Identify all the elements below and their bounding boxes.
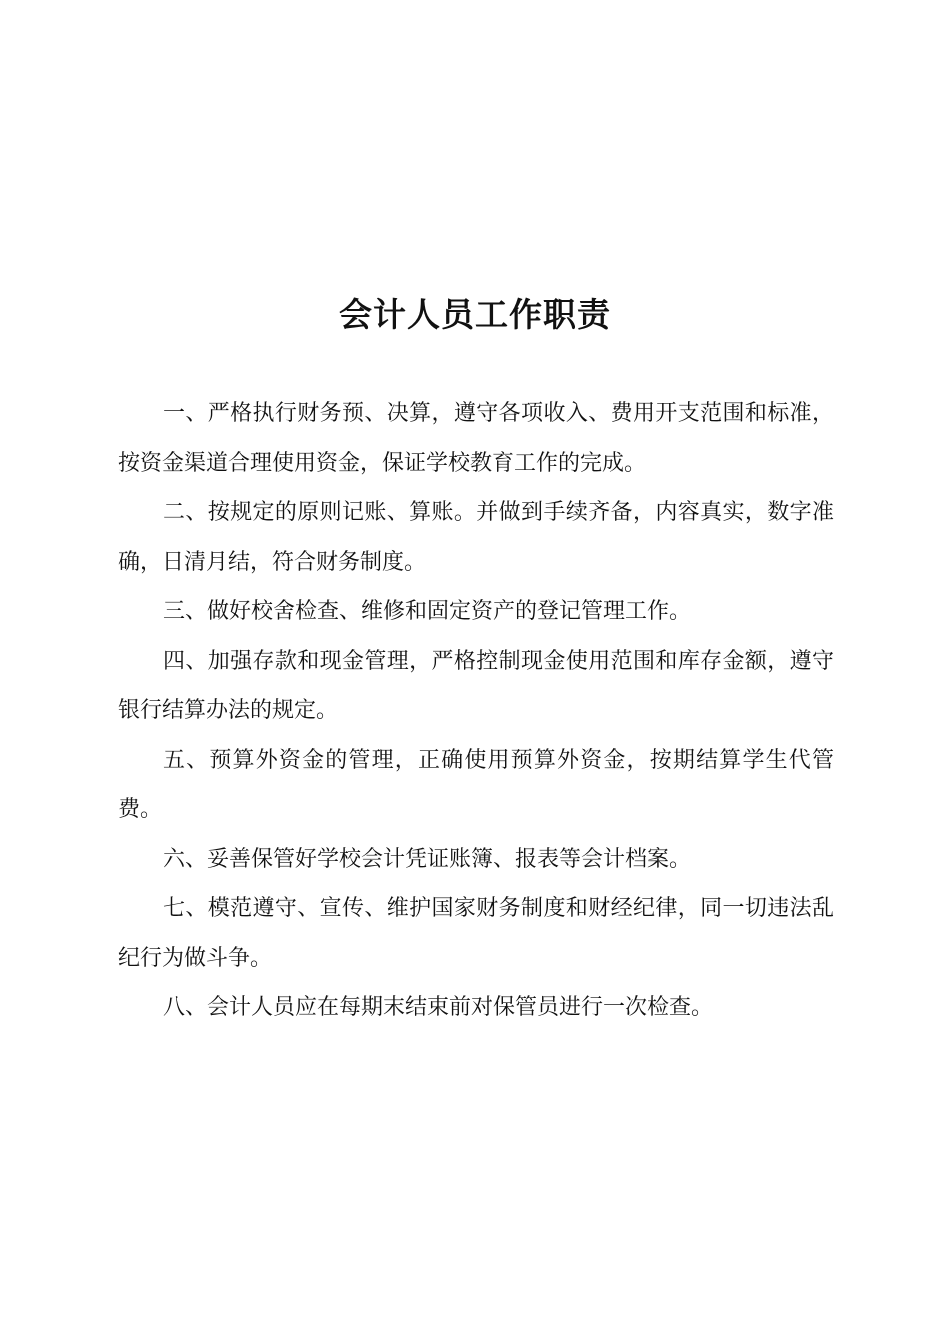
paragraph-3: 三、做好校舍检查、维修和固定资产的登记管理工作。 bbox=[163, 599, 692, 624]
document-title: 会计人员工作职责 bbox=[339, 295, 611, 334]
paragraph-6: 六、妥善保管好学校会计凭证账簿、报表等会计档案。 bbox=[163, 846, 692, 872]
paragraph-8: 八、会计人员应在每期末结束前对保管员进行一次检查。 bbox=[163, 995, 714, 1020]
paragraph-4: 四、加强存款和现金管理，严格控制现金使用范围和库存金额，遵守银行结算办法的规定。 bbox=[118, 648, 834, 723]
paragraph-2: 二、按规定的原则记账、算账。并做到手续齐备，内容真实，数字准确，日清月结，符合财务制度。 bbox=[118, 500, 834, 575]
document-body bbox=[118, 389, 834, 1033]
paragraph-7: 七、模范遵守、宣传、维护国家财务制度和财经纪律，同一切违法乱纪行为做斗争。 bbox=[118, 896, 834, 971]
paragraph-1: 一、严格执行财务预、决算，遵守各项收入、费用开支范围和标准，按资金渠道合理使用资金，保证学校教育工作的完成。 bbox=[118, 401, 834, 476]
paragraph-5: 五、预算外资金的管理，正确使用预算外资金，按期结算学生代管费。 bbox=[118, 747, 834, 822]
